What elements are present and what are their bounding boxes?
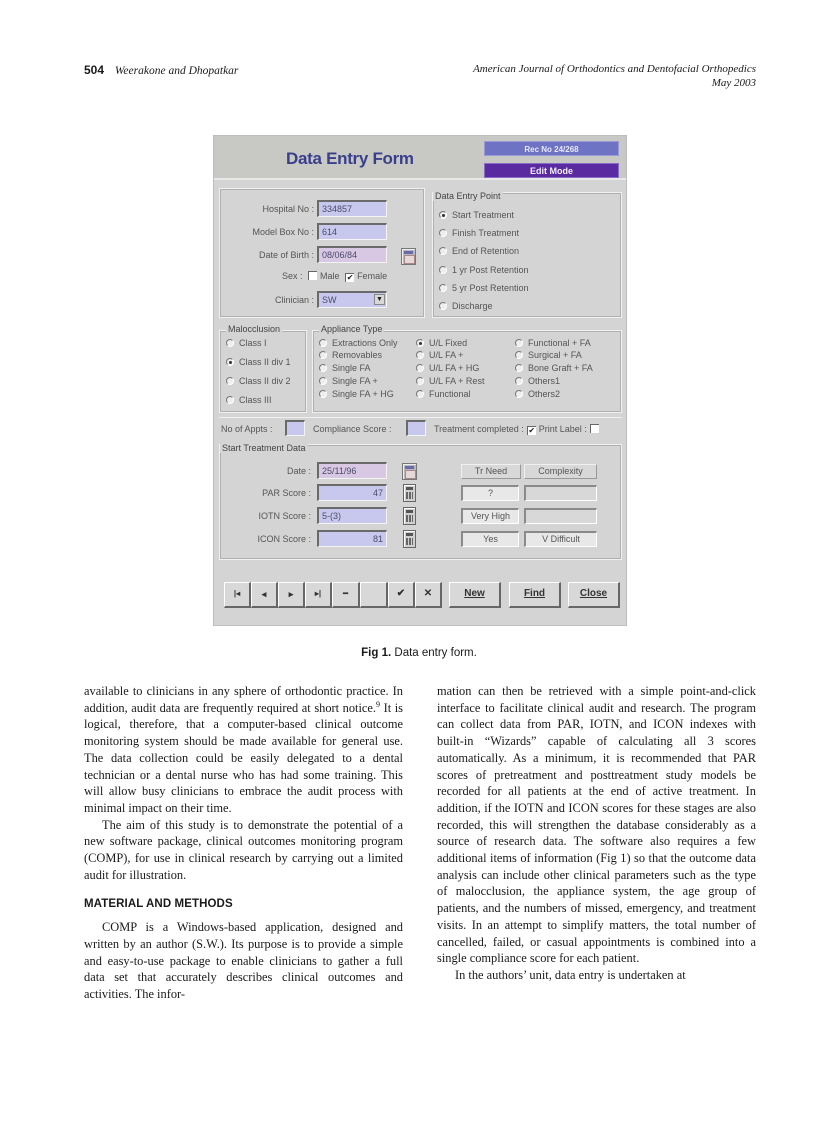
previous-record-icon: ◂	[261, 589, 267, 599]
first-record-button[interactable]	[224, 582, 251, 608]
data-entry-point-title: Data Entry Point	[435, 191, 501, 201]
no-of-appts-field[interactable]	[285, 420, 305, 436]
radio-label: Single FA	[332, 363, 371, 373]
chevron-down-icon[interactable]: ▼	[374, 294, 385, 305]
radio-single-fa-hg[interactable]	[319, 389, 394, 399]
print-label-label: Print Label :	[538, 424, 587, 434]
par-score-label: PAR Score :	[262, 488, 311, 498]
radio-label: Others1	[528, 376, 561, 386]
close-button[interactable]	[568, 582, 620, 608]
malocclusion-title: Malocclusion	[228, 324, 281, 334]
calculator-icon[interactable]	[403, 507, 416, 525]
par-tr-need-cell: ?	[461, 485, 519, 501]
cross-icon: ✕	[423, 588, 433, 599]
radio-dot	[439, 302, 447, 310]
radio-label: Others2	[528, 389, 561, 399]
radio-dot	[515, 351, 523, 359]
radio-others2[interactable]	[515, 389, 560, 399]
radio-dot	[416, 377, 424, 385]
radio-label: Class II div 2	[239, 376, 291, 386]
radio-ul-fa-rest[interactable]	[416, 376, 484, 386]
radio-dot	[515, 390, 523, 398]
radio-dot	[515, 339, 523, 347]
caption-text: Data entry form.	[391, 647, 477, 659]
new-button-label: New	[464, 588, 485, 599]
print-label-checkbox[interactable]	[590, 424, 599, 433]
radio-class-i[interactable]	[226, 338, 267, 348]
caption-label: Fig 1.	[361, 647, 392, 659]
radio-label: Functional + FA	[528, 338, 591, 348]
first-record-icon: |◂	[233, 589, 241, 598]
radio-label: End of Retention	[452, 246, 520, 256]
par-complexity-cell	[524, 485, 597, 501]
tr-need-header: Tr Need	[461, 464, 521, 479]
compliance-score-field[interactable]	[406, 420, 426, 436]
blank-button[interactable]	[360, 582, 388, 608]
paragraph: In the authors’ unit, data entry is undertaken at	[455, 967, 686, 982]
model-box-no-field[interactable]: 614	[317, 223, 387, 240]
running-head-left	[84, 63, 238, 77]
radio-dot	[226, 377, 234, 385]
patient-details-group	[219, 188, 425, 318]
radio-dot	[319, 390, 327, 398]
radio-dot	[439, 284, 447, 292]
radio-label: Single FA +	[332, 376, 378, 386]
complexity-header: Complexity	[524, 464, 597, 479]
treatment-completed-row	[434, 424, 602, 435]
radio-label: 5 yr Post Retention	[452, 283, 529, 293]
treatment-completed-label: Treatment completed :	[434, 424, 524, 434]
radio-dot	[319, 364, 327, 372]
find-button[interactable]	[509, 582, 561, 608]
form-title: Data Entry Form	[286, 149, 414, 168]
start-treatment-data-group	[219, 444, 622, 560]
delete-record-button[interactable]	[332, 582, 360, 608]
radio-ul-fixed[interactable]	[416, 338, 467, 348]
new-record-button[interactable]	[449, 582, 501, 608]
radio-class-iii[interactable]	[226, 395, 272, 405]
body-right-column	[437, 683, 756, 984]
treatment-completed-checkbox[interactable]: ✔	[528, 426, 536, 435]
radio-label: Removables	[332, 350, 383, 360]
radio-end-of-retention[interactable]	[439, 246, 519, 256]
status-row	[219, 417, 622, 439]
last-record-icon: ▸|	[314, 589, 322, 598]
radio-label: Finish Treatment	[452, 228, 520, 238]
data-entry-point-group	[432, 192, 622, 318]
page-number: 504	[84, 63, 105, 77]
radio-bone-graft-fa[interactable]	[515, 363, 593, 373]
radio-dot	[515, 377, 523, 385]
radio-class-ii-div-1[interactable]	[226, 357, 291, 367]
save-record-button[interactable]	[388, 582, 415, 608]
body-left-column	[84, 683, 403, 1003]
radio-removables[interactable]	[319, 350, 382, 360]
clinician-value: SW	[322, 295, 337, 305]
radio-dot	[416, 364, 424, 372]
paragraph: mation can then be retrieved with a simple point-and-click interface to facilitate clinical audit and research. The program can collect data from PAR, IOTN, and ICON indexes with built-in “Wizards” capable of calculating all 3 scores automatically. As a minimum, it is recommended that PAR scores of pretreatment and posttreatment study models be recorded for all patients at the end of active treatment. In addition, if the IOTN and ICON scores for these stages are also recorded, this will strengthen the database considerably as a source of research data. The software also requires a few additional items of information (Fig 1) so that the outcome data analysis can include other clinical parameters such as the type of malocclusion, the appliance system, the age group of patients, and the numbers of missed, emergency, and treatment visits. In an attempt to simplify matters, the total number of cancelled, failed, or casual appointments is combined into a single compliance score for each patient.	[437, 684, 756, 966]
no-of-appts-label: No of Appts :	[221, 424, 273, 434]
radio-dot	[515, 364, 523, 372]
running-head	[84, 63, 756, 93]
radio-dot	[439, 229, 447, 237]
paragraph-text: It is logical, therefore, that a computer-based clinical outcome monitoring system should be made available for general use. The data collection could be easily delegated to a dental technician or a dental nurse who has had some training. This will allow busy clinicians to embrace the audit process with minimal impact on their time.	[84, 700, 403, 815]
clinician-select[interactable]	[317, 291, 387, 308]
radio-label: Surgical + FA	[528, 350, 582, 360]
radio-dot	[319, 339, 327, 347]
iotn-tr-need-cell: Very High	[461, 508, 519, 524]
radio-extractions-only[interactable]	[319, 338, 398, 348]
radio-ul-fa-hg[interactable]	[416, 363, 479, 373]
radio-dot	[439, 266, 447, 274]
radio-label: Class I	[239, 338, 267, 348]
radio-label: U/L FA +	[429, 350, 464, 360]
figure-caption	[0, 647, 838, 659]
checkmark-icon: ✔	[396, 588, 406, 599]
radio-dot	[416, 351, 424, 359]
radio-label: Functional	[429, 389, 471, 399]
hospital-no-label: Hospital No :	[262, 204, 314, 214]
radio-dot	[416, 339, 424, 347]
radio-5yr-post-retention[interactable]	[439, 283, 529, 293]
radio-1yr-post-retention[interactable]	[439, 265, 529, 275]
radio-surgical-fa[interactable]	[515, 350, 582, 360]
iotn-score-label: IOTN Score :	[258, 511, 311, 521]
minus-icon: ━	[343, 589, 348, 598]
iotn-complexity-cell	[524, 508, 597, 524]
icon-complexity-cell: V Difficult	[524, 531, 597, 547]
close-button-label: Close	[579, 588, 608, 599]
radio-dot	[439, 247, 447, 255]
sex-label: Sex :	[282, 271, 303, 281]
radio-dot	[319, 377, 327, 385]
radio-single-fa[interactable]	[319, 363, 371, 373]
radio-label: U/L Fixed	[429, 338, 468, 348]
radio-single-fa-plus[interactable]	[319, 376, 378, 386]
radio-label: Bone Graft + FA	[528, 363, 593, 373]
figure-data-entry-form	[213, 135, 627, 626]
model-box-no-label: Model Box No :	[252, 227, 314, 237]
next-record-icon: ▸	[288, 589, 294, 599]
radio-dot	[226, 358, 234, 366]
calendar-icon[interactable]	[402, 463, 417, 480]
icon-tr-need-cell: Yes	[461, 531, 519, 547]
radio-label: U/L FA + Rest	[429, 376, 485, 386]
issue-date: May 2003	[711, 76, 756, 89]
next-record-button[interactable]	[278, 582, 305, 608]
radio-dot	[416, 390, 424, 398]
radio-label: Class III	[239, 395, 272, 405]
malocclusion-group	[219, 324, 307, 413]
record-number-badge: Rec No 24/268	[484, 141, 619, 156]
radio-label: Discharge	[452, 301, 493, 311]
date-of-birth-field[interactable]: 08/06/84	[317, 246, 387, 263]
start-treatment-data-title: Start Treatment Data	[222, 443, 306, 453]
citation-ref: 9	[376, 699, 381, 709]
icon-score-label: ICON Score :	[257, 534, 311, 544]
radio-dot	[226, 339, 234, 347]
calculator-icon[interactable]	[403, 484, 416, 502]
journal-name: American Journal of Orthodontics and Dentofacial Orthopedics	[473, 63, 756, 75]
radio-others1[interactable]	[515, 376, 560, 386]
appliance-type-title: Appliance Type	[321, 324, 383, 334]
sex-female-label: Female	[357, 271, 388, 281]
last-record-button[interactable]	[305, 582, 332, 608]
date-field[interactable]: 25/11/96	[317, 462, 387, 479]
radio-label: 1 yr Post Retention	[452, 265, 529, 275]
radio-functional-fa[interactable]	[515, 338, 591, 348]
date-of-birth-label: Date of Birth :	[258, 250, 314, 260]
radio-label: Start Treatment	[452, 210, 515, 220]
hospital-no-field[interactable]: 334857	[317, 200, 387, 217]
par-score-field[interactable]: 47	[317, 484, 387, 501]
sex-female-checkbox[interactable]: ✔	[346, 273, 354, 282]
radio-functional[interactable]	[416, 389, 471, 399]
radio-label: Class II div 1	[239, 357, 291, 367]
paragraph: COMP is a Windows-based application, designed and written by an author (S.W.). Its purpose is to provide a simple and easy-to-use package to enable clinicians to gather a full data set that accurately describes clinical outcomes and activities. The infor-	[84, 920, 403, 1001]
section-heading: MATERIAL AND METHODS	[84, 898, 233, 911]
date-label: Date :	[286, 466, 311, 476]
radio-finish-treatment[interactable]	[439, 228, 519, 238]
paragraph	[84, 683, 403, 817]
calculator-icon[interactable]	[403, 530, 416, 548]
radio-ul-fa-plus[interactable]	[416, 350, 463, 360]
radio-dot	[226, 396, 234, 404]
running-head-authors: Weerakone and Dhopatkar	[114, 65, 239, 77]
find-button-label: Find	[523, 588, 546, 599]
sex-male-checkbox[interactable]	[308, 271, 317, 280]
compliance-score-label: Compliance Score :	[313, 424, 392, 434]
cancel-edit-button[interactable]	[415, 582, 442, 608]
radio-dot	[439, 211, 447, 219]
radio-label: Extractions Only	[332, 338, 398, 348]
iotn-score-field[interactable]: 5-(3)	[317, 507, 387, 524]
edit-mode-badge: Edit Mode	[484, 163, 619, 178]
sex-male-label: Male	[320, 271, 340, 281]
radio-label: U/L FA + HG	[429, 363, 480, 373]
paragraph-text: available to clinicians in any sphere of orthodontic practice. In addition, audit data are frequently required at short notice.	[84, 684, 403, 715]
radio-start-treatment[interactable]	[439, 210, 514, 220]
radio-label: Single FA + HG	[332, 389, 394, 399]
icon-score-field[interactable]: 81	[317, 530, 387, 547]
radio-class-ii-div-2[interactable]	[226, 376, 291, 386]
clinician-label: Clinician :	[274, 295, 314, 305]
running-head-right	[473, 63, 756, 90]
form-header	[214, 136, 626, 180]
radio-discharge[interactable]	[439, 301, 493, 311]
appliance-type-group	[312, 324, 622, 413]
previous-record-button[interactable]	[251, 582, 278, 608]
paragraph: The aim of this study is to demonstrate the potential of a new software package, clinical outcomes monitoring program (COMP), for use in clinical research by carrying out a limited audit for illustration.	[84, 817, 403, 882]
sex-row	[282, 271, 387, 282]
radio-dot	[319, 351, 327, 359]
calendar-icon[interactable]	[401, 248, 416, 265]
